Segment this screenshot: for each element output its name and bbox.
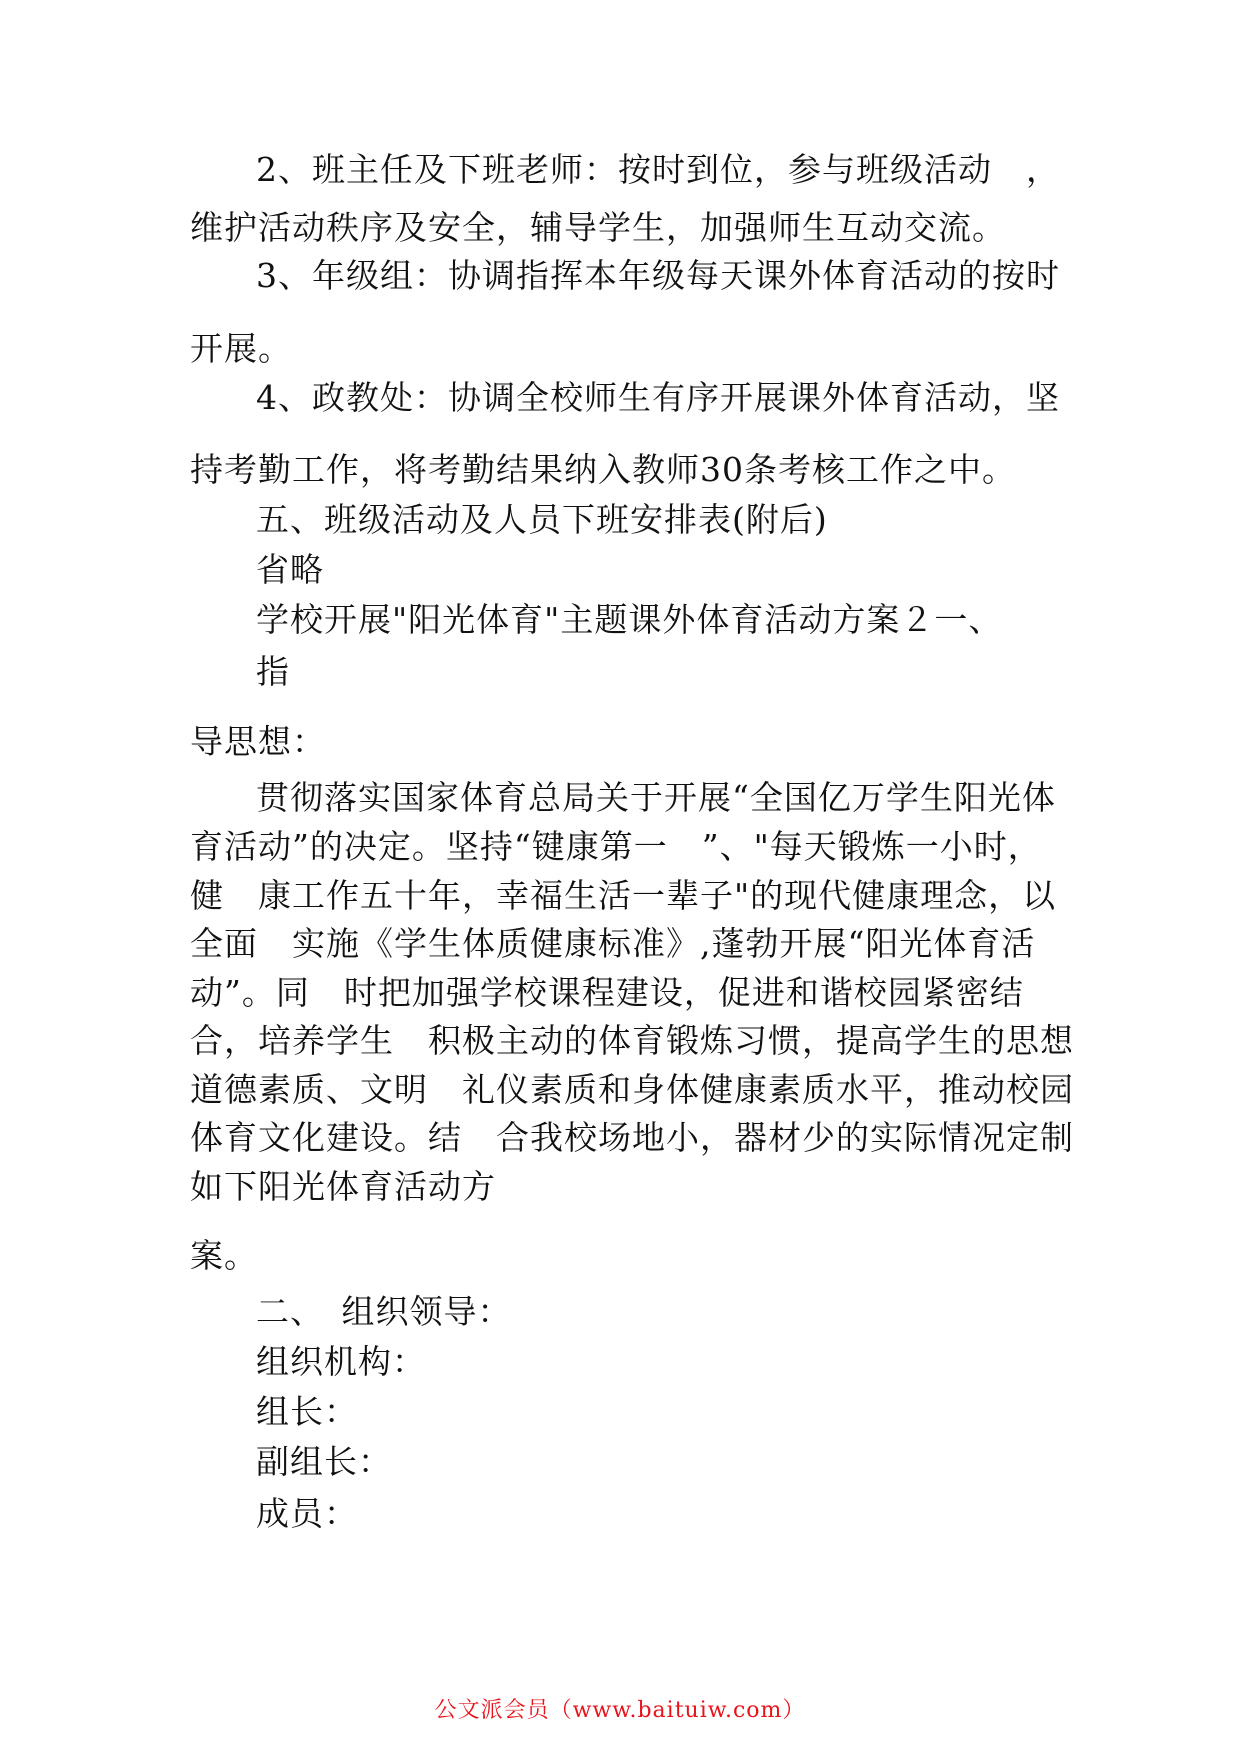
section-heading: 二、 组织领导： <box>256 1292 512 1331</box>
text-line: 2、班主任及下班老师：按时到位，参与班级活动 ， <box>256 150 1060 189</box>
text-line: 育活动”的决定。坚持“键康第一 ”、"每天锻炼一小时， <box>190 827 1042 866</box>
text-line: 合，培养学生 积极主动的体育锻炼习惯，提高学生的思想 <box>190 1021 1074 1060</box>
text-line: 体育文化建设。结 合我校场地小，器材少的实际情况定制 <box>190 1118 1074 1157</box>
text-line: 学校开展"阳光体育"主题课外体育活动方案２一、 <box>256 600 1003 639</box>
text-line: 案。 <box>190 1236 258 1275</box>
text-line: 省略 <box>256 550 324 589</box>
text-line: 导思想： <box>190 722 326 761</box>
text-line: 全面 实施《学生体质健康标准》,蓬勃开展“阳光体育活 <box>190 924 1036 963</box>
footer-watermark: 公文派会员（www.baituiw.com） <box>434 1698 806 1723</box>
text-line: 指 <box>256 652 290 691</box>
text-line: 副组长： <box>256 1442 392 1481</box>
text-line: 动”。同 时把加强学校课程建设，促进和谐校园紧密结 <box>190 973 1024 1012</box>
text-line: 道德素质、文明 礼仪素质和身体健康素质水平，推动校园 <box>190 1070 1074 1109</box>
text-line: 组织机构： <box>256 1342 426 1381</box>
text-line: 维护活动秩序及安全，辅导学生，加强师生互动交流。 <box>190 208 1006 247</box>
text-line: 4、政教处：协调全校师生有序开展课外体育活动，坚 <box>256 378 1060 417</box>
text-line: 成员： <box>256 1494 358 1533</box>
text-line: 3、年级组：协调指挥本年级每天课外体育活动的按时 <box>256 256 1060 295</box>
text-line: 如下阳光体育活动方 <box>190 1167 496 1206</box>
text-line: 贯彻落实国家体育总局关于开展“全国亿万学生阳光体 <box>256 778 1056 817</box>
text-line: 持考勤工作，将考勤结果纳入教师30条考核工作之中。 <box>190 450 1016 489</box>
text-line: 组长： <box>256 1392 358 1431</box>
text-line: 开展。 <box>190 329 292 368</box>
text-line: 健 康工作五十年，幸福生活一辈子"的现代健康理念，以 <box>190 876 1057 915</box>
text-line: 五、班级活动及人员下班安排表(附后) <box>256 500 828 539</box>
